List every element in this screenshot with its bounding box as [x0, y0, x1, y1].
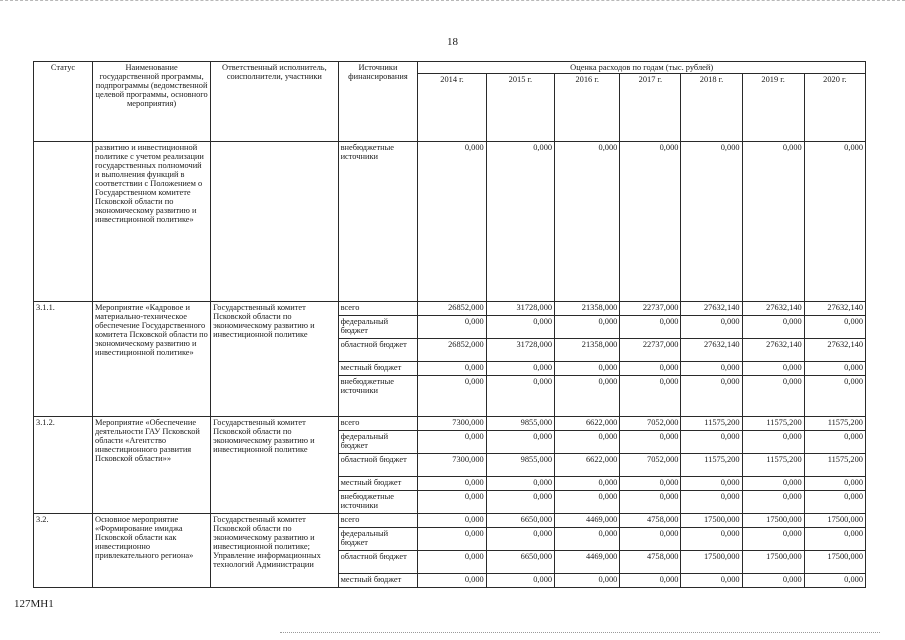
value-cell: 4758,000	[620, 514, 681, 528]
value-cell: 0,000	[555, 528, 620, 551]
value-cell: 7300,000	[418, 454, 486, 477]
header-executor: Ответственный исполнитель, соисполнители, участники	[211, 62, 338, 142]
value-cell: 27632,140	[804, 302, 865, 316]
value-cell: 0,000	[555, 477, 620, 491]
value-cell: 11575,200	[742, 454, 804, 477]
value-cell: 0,000	[418, 142, 486, 302]
status-cell: 3.1.1.	[34, 302, 93, 417]
value-cell: 0,000	[620, 362, 681, 376]
value-cell: 0,000	[681, 431, 742, 454]
header-costs: Оценка расходов по годам (тыс. рублей)	[418, 62, 866, 74]
value-cell: 0,000	[620, 316, 681, 339]
source-label: внебюджетные источники	[338, 491, 418, 514]
value-cell: 11575,200	[804, 417, 865, 431]
value-cell: 0,000	[486, 362, 554, 376]
scan-edge-bottom	[280, 632, 880, 637]
value-cell: 27632,140	[742, 339, 804, 362]
value-cell: 0,000	[681, 362, 742, 376]
header-year: 2020 г.	[804, 74, 865, 142]
header-year: 2015 г.	[486, 74, 554, 142]
value-cell: 0,000	[418, 376, 486, 417]
value-cell: 9855,000	[486, 454, 554, 477]
value-cell: 0,000	[681, 491, 742, 514]
source-label: местный бюджет	[338, 477, 418, 491]
value-cell: 17500,000	[681, 514, 742, 528]
value-cell: 0,000	[742, 316, 804, 339]
header-year: 2016 г.	[555, 74, 620, 142]
value-cell: 0,000	[418, 477, 486, 491]
value-cell: 0,000	[742, 431, 804, 454]
value-cell: 4469,000	[555, 551, 620, 574]
value-cell: 0,000	[555, 142, 620, 302]
header-year: 2018 г.	[681, 74, 742, 142]
value-cell: 21358,000	[555, 339, 620, 362]
status-cell: 3.2.	[34, 514, 93, 588]
value-cell: 27632,140	[804, 339, 865, 362]
value-cell: 0,000	[555, 491, 620, 514]
value-cell: 0,000	[486, 528, 554, 551]
value-cell: 0,000	[555, 574, 620, 588]
value-cell: 0,000	[620, 491, 681, 514]
value-cell: 0,000	[486, 491, 554, 514]
value-cell: 0,000	[742, 528, 804, 551]
value-cell: 0,000	[418, 528, 486, 551]
status-cell: 3.1.2.	[34, 417, 93, 514]
value-cell: 4469,000	[555, 514, 620, 528]
source-label: областной бюджет	[338, 454, 418, 477]
source-label: всего	[338, 302, 418, 316]
value-cell: 0,000	[742, 491, 804, 514]
value-cell: 11575,200	[804, 454, 865, 477]
page-number: 18	[447, 36, 458, 48]
value-cell: 0,000	[620, 528, 681, 551]
header-name: Наименование государственной программы, подпрограммы (ведомственной целевой программы, основного мероприятия)	[93, 62, 211, 142]
value-cell: 0,000	[804, 491, 865, 514]
value-cell: 0,000	[742, 142, 804, 302]
source-label: федеральный бюджет	[338, 431, 418, 454]
executor-cell: Государственный комитет Псковской области по экономическому развитию и инвестиционной политике; Управление информационных технологий Администрации	[211, 514, 338, 588]
value-cell: 0,000	[486, 477, 554, 491]
header-status: Статус	[34, 62, 93, 142]
header-row	[34, 62, 866, 74]
value-cell: 0,000	[804, 431, 865, 454]
name-cell: Основное мероприятие «Формирование имиджа Псковской области как инвестиционно привлекательного региона»	[93, 514, 211, 588]
source-label: областной бюджет	[338, 339, 418, 362]
value-cell: 6622,000	[555, 417, 620, 431]
value-cell: 0,000	[681, 142, 742, 302]
source-label: федеральный бюджет	[338, 528, 418, 551]
value-cell: 0,000	[620, 574, 681, 588]
value-cell: 26852,000	[418, 302, 486, 316]
value-cell: 0,000	[418, 574, 486, 588]
value-cell: 6650,000	[486, 551, 554, 574]
value-cell: 0,000	[418, 551, 486, 574]
source-label: внебюджетные источники	[338, 142, 418, 302]
source-label: местный бюджет	[338, 574, 418, 588]
value-cell: 0,000	[555, 376, 620, 417]
value-cell: 27632,140	[681, 339, 742, 362]
name-cell: Мероприятие «Обеспечение деятельности ГАУ Псковской области «Агентство инвестиционного развития Псковской области»»	[93, 417, 211, 514]
executor-cell: Государственный комитет Псковской области по экономическому развитию и инвестиционной политике	[211, 302, 338, 417]
source-label: местный бюджет	[338, 362, 418, 376]
source-label: всего	[338, 514, 418, 528]
value-cell: 0,000	[681, 376, 742, 417]
value-cell: 17500,000	[804, 514, 865, 528]
continuation-row	[34, 142, 866, 302]
header-sources: Источники финансирования	[338, 62, 418, 142]
value-cell: 0,000	[742, 362, 804, 376]
value-cell: 21358,000	[555, 302, 620, 316]
value-cell: 0,000	[486, 431, 554, 454]
value-cell: 4758,000	[620, 551, 681, 574]
budget-table	[33, 61, 866, 588]
value-cell: 0,000	[555, 316, 620, 339]
value-cell: 22737,000	[620, 339, 681, 362]
value-cell: 0,000	[418, 362, 486, 376]
source-label: федеральный бюджет	[338, 316, 418, 339]
value-cell: 0,000	[804, 376, 865, 417]
value-cell: 31728,000	[486, 339, 554, 362]
table-row	[34, 302, 866, 316]
value-cell: 0,000	[804, 142, 865, 302]
status-cell	[34, 142, 93, 302]
value-cell: 0,000	[620, 431, 681, 454]
name-cell: развитию и инвестиционной политике с учетом реализации государственных полномочий и выполнения функций в соответствии с Положением о Государственном комитете Псковской области по экономическому развитию и инвестиционной политике»	[93, 142, 211, 302]
executor-cell: Государственный комитет Псковской области по экономическому развитию и инвестиционной политике	[211, 417, 338, 514]
value-cell: 27632,140	[742, 302, 804, 316]
value-cell: 7052,000	[620, 417, 681, 431]
value-cell: 0,000	[742, 574, 804, 588]
value-cell: 26852,000	[418, 339, 486, 362]
table-row	[34, 514, 866, 528]
value-cell: 0,000	[418, 316, 486, 339]
value-cell: 0,000	[486, 142, 554, 302]
header-year: 2019 г.	[742, 74, 804, 142]
source-label: внебюджетные источники	[338, 376, 418, 417]
value-cell: 0,000	[486, 574, 554, 588]
value-cell: 0,000	[681, 574, 742, 588]
header-year: 2014 г.	[418, 74, 486, 142]
value-cell: 0,000	[418, 514, 486, 528]
value-cell: 9855,000	[486, 417, 554, 431]
table-row	[34, 417, 866, 431]
value-cell: 0,000	[742, 376, 804, 417]
value-cell: 27632,140	[681, 302, 742, 316]
value-cell: 17500,000	[681, 551, 742, 574]
value-cell: 0,000	[486, 316, 554, 339]
value-cell: 0,000	[681, 316, 742, 339]
value-cell: 11575,200	[742, 417, 804, 431]
value-cell: 0,000	[742, 477, 804, 491]
value-cell: 0,000	[681, 528, 742, 551]
value-cell: 6622,000	[555, 454, 620, 477]
value-cell: 0,000	[486, 376, 554, 417]
value-cell: 0,000	[555, 431, 620, 454]
value-cell: 17500,000	[804, 551, 865, 574]
value-cell: 0,000	[681, 477, 742, 491]
value-cell: 11575,200	[681, 417, 742, 431]
value-cell: 0,000	[804, 574, 865, 588]
value-cell: 6650,000	[486, 514, 554, 528]
value-cell: 0,000	[620, 376, 681, 417]
value-cell: 7300,000	[418, 417, 486, 431]
value-cell: 22737,000	[620, 302, 681, 316]
value-cell: 0,000	[804, 316, 865, 339]
scan-edge-top	[0, 0, 905, 9]
value-cell: 11575,200	[681, 454, 742, 477]
name-cell: Мероприятие «Кадровое и материально-техническое обеспечение Государственного комитета Псковской области по экономическому развитию и инвестиционной политике»	[93, 302, 211, 417]
footer-code: 127МН1	[14, 598, 54, 610]
value-cell: 31728,000	[486, 302, 554, 316]
source-label: всего	[338, 417, 418, 431]
source-label: областной бюджет	[338, 551, 418, 574]
executor-cell	[211, 142, 338, 302]
value-cell: 17500,000	[742, 514, 804, 528]
value-cell: 0,000	[804, 362, 865, 376]
header-year: 2017 г.	[620, 74, 681, 142]
value-cell: 0,000	[804, 528, 865, 551]
value-cell: 0,000	[418, 491, 486, 514]
value-cell: 0,000	[555, 362, 620, 376]
value-cell: 0,000	[804, 477, 865, 491]
value-cell: 7052,000	[620, 454, 681, 477]
value-cell: 0,000	[418, 431, 486, 454]
value-cell: 0,000	[620, 142, 681, 302]
value-cell: 17500,000	[742, 551, 804, 574]
value-cell: 0,000	[620, 477, 681, 491]
